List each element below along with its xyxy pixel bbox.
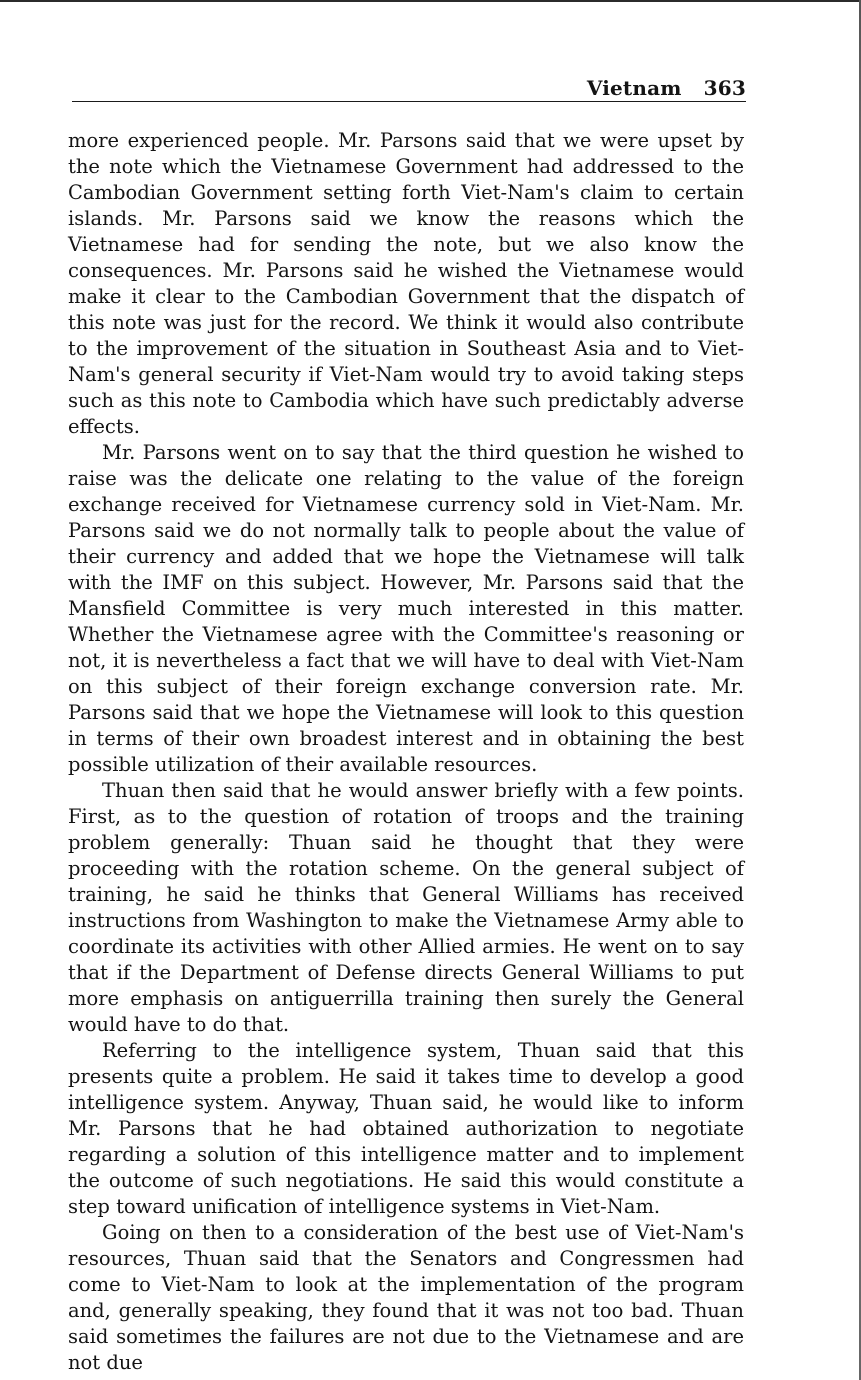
page-number: 363 xyxy=(703,76,746,100)
running-head-title: Vietnam xyxy=(586,76,682,100)
paragraph-4: Referring to the intelligence system, Thuan said that this presents quite a problem. He said it takes time to develop a good intelligence system. Anyway, Thuan said, he would like to inform Mr. Parsons that he had obtained authorization to negotiate regarding a solution of this intelligence matter and to implement the outcome of such negotiations. He said this would constitute a step toward unification of intelligence systems in Viet-Nam. xyxy=(68,1039,744,1218)
paragraph-2: Mr. Parsons went on to say that the third question he wished to raise was the delicate one relating to the value of the foreign exchange received for Vietnamese currency sold in Viet-Nam. Mr. Parsons said we do not normally talk to people about the value of their currency and added that we hope the Vietnamese will talk with the IMF on this subject. However, Mr. Parsons said that the Mansfield Committee is very much interested in this matter. Whether the Vietnamese agree with the Committee's reasoning or not, it is nevertheless a fact that we will have to deal with Viet-Nam on this subject of their foreign exchange conversion rate. Mr. Parsons said that we hope the Vietnamese will look to this question in terms of their own broadest interest and in obtaining the best possible utilization of their available resources. xyxy=(68,441,744,776)
body-text xyxy=(68,128,744,1376)
running-head xyxy=(72,76,746,100)
page-top-edge xyxy=(0,0,861,2)
header-rule xyxy=(72,101,746,102)
paragraph-3: Thuan then said that he would answer briefly with a few points. First, as to the question of rotation of troops and the training problem generally: Thuan said he thought that they were proceeding with the rotation scheme. On the general subject of training, he said he thinks that General Williams has received instructions from Washington to make the Vietnamese Army able to coordinate its activities with other Allied armies. He went on to say that if the Department of Defense directs General Williams to put more emphasis on antiguerrilla training then surely the General would have to do that. xyxy=(68,779,744,1036)
paragraph-5: Going on then to a consideration of the best use of Viet-Nam's resources, Thuan said that the Senators and Congressmen had come to Viet-Nam to look at the implementation of the program and, generally speaking, they found that it was not too bad. Thuan said sometimes the failures are not due to the Vietnamese and are not due xyxy=(68,1221,744,1374)
paragraph-1: more experienced people. Mr. Parsons said that we were upset by the note which the Vietnamese Government had addressed to the Cambodian Government setting forth Viet-Nam's claim to certain islands. Mr. Parsons said we know the reasons which the Vietnamese had for sending the note, but we also know the consequences. Mr. Parsons said he wished the Vietnamese would make it clear to the Cambodian Government that the dispatch of this note was just for the record. We think it would also contribute to the improvement of the situation in Southeast Asia and to Viet-Nam's general security if Viet-Nam would try to avoid taking steps such as this note to Cambodia which have such predictably adverse effects. xyxy=(68,129,744,438)
